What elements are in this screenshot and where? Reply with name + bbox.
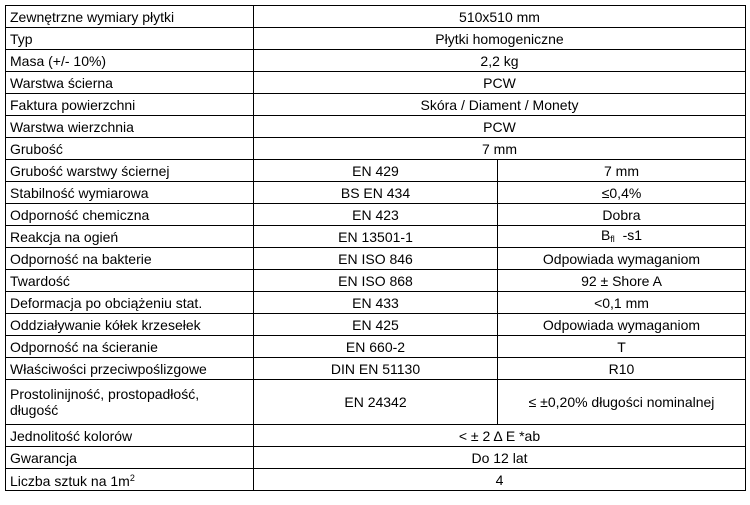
row-norm: EN 429 [254,160,498,182]
row-norm: EN 660-2 [254,336,498,358]
row-norm: EN 423 [254,204,498,226]
row-value: < ± 2 Δ E *ab [254,425,746,447]
row-label: Faktura powierzchni [6,94,254,116]
row-norm: EN ISO 868 [254,270,498,292]
row-value: Skóra / Diament / Monety [254,94,746,116]
fire-class-subscript: fl [610,233,615,244]
row-label: Twardość [6,270,254,292]
row-label: Odporność chemiczna [6,204,254,226]
table-row [6,380,746,425]
table-row [6,116,746,138]
row-label: Oddziaływanie kółek krzesełek [6,314,254,336]
row-norm: DIN EN 51130 [254,358,498,380]
row-value: Odpowiada wymaganiom [498,248,746,270]
row-label: Właściwości przeciwpoślizgowe [6,358,254,380]
row-value: 2,2 kg [254,50,746,72]
row-value: Do 12 lat [254,447,746,469]
row-norm: EN 13501-1 [254,226,498,248]
row-norm: BS EN 434 [254,182,498,204]
table-row [6,138,746,160]
row-label: Jednolitość kolorów [6,425,254,447]
row-norm: EN 433 [254,292,498,314]
row-value [498,226,746,248]
row-value: <0,1 mm [498,292,746,314]
table-row [6,425,746,447]
row-label: Masa (+/- 10%) [6,50,254,72]
fire-class-main: B [600,226,611,243]
row-label: Grubość warstwy ściernej [6,160,254,182]
row-label [6,469,254,491]
row-value: Odpowiada wymaganiom [498,314,746,336]
row-label: Typ [6,28,254,50]
row-label: Deformacja po obciążeniu stat. [6,292,254,314]
row-value: R10 [498,358,746,380]
row-value: ≤ ±0,20% długości nominalnej [498,380,746,425]
row-label: Prostolinijność, prostopadłość, długość [6,380,254,425]
table-row [6,72,746,94]
row-label: Gwarancja [6,447,254,469]
row-value: T [498,336,746,358]
table-row [6,270,746,292]
table-row [6,469,746,491]
table-row [6,50,746,72]
row-label: Reakcja na ogień [6,226,254,248]
table-row [6,447,746,469]
row-value: 92 ± Shore A [498,270,746,292]
specification-table [5,5,746,491]
table-row [6,94,746,116]
row-label: Odporność na bakterie [6,248,254,270]
table-row [6,292,746,314]
row-norm: EN 24342 [254,380,498,425]
row-value: 4 [254,469,746,491]
fire-class-rest: -s1 [622,226,643,243]
table-row [6,160,746,182]
row-label: Warstwa wierzchnia [6,116,254,138]
row-norm: EN 425 [254,314,498,336]
table-row [6,314,746,336]
table-row [6,358,746,380]
count-label-main: Liczba sztuk na 1m [10,473,130,489]
table-row [6,28,746,50]
row-label: Grubość [6,138,254,160]
table-row [6,226,746,248]
row-label: Warstwa ścierna [6,72,254,94]
row-value: ≤0,4% [498,182,746,204]
row-value: Dobra [498,204,746,226]
table-row [6,248,746,270]
row-label: Zewnętrzne wymiary płytki [6,6,254,28]
table-row [6,336,746,358]
row-value: 7 mm [498,160,746,182]
table-row [6,204,746,226]
count-label-superscript: 2 [129,473,135,483]
table-row [6,182,746,204]
row-label: Stabilność wymiarowa [6,182,254,204]
row-value: PCW [254,116,746,138]
row-norm: EN ISO 846 [254,248,498,270]
row-label: Odporność na ścieranie [6,336,254,358]
row-value: PCW [254,72,746,94]
row-value: 7 mm [254,138,746,160]
row-value: 510x510 mm [254,6,746,28]
row-value: Płytki homogeniczne [254,28,746,50]
table-row [6,6,746,28]
